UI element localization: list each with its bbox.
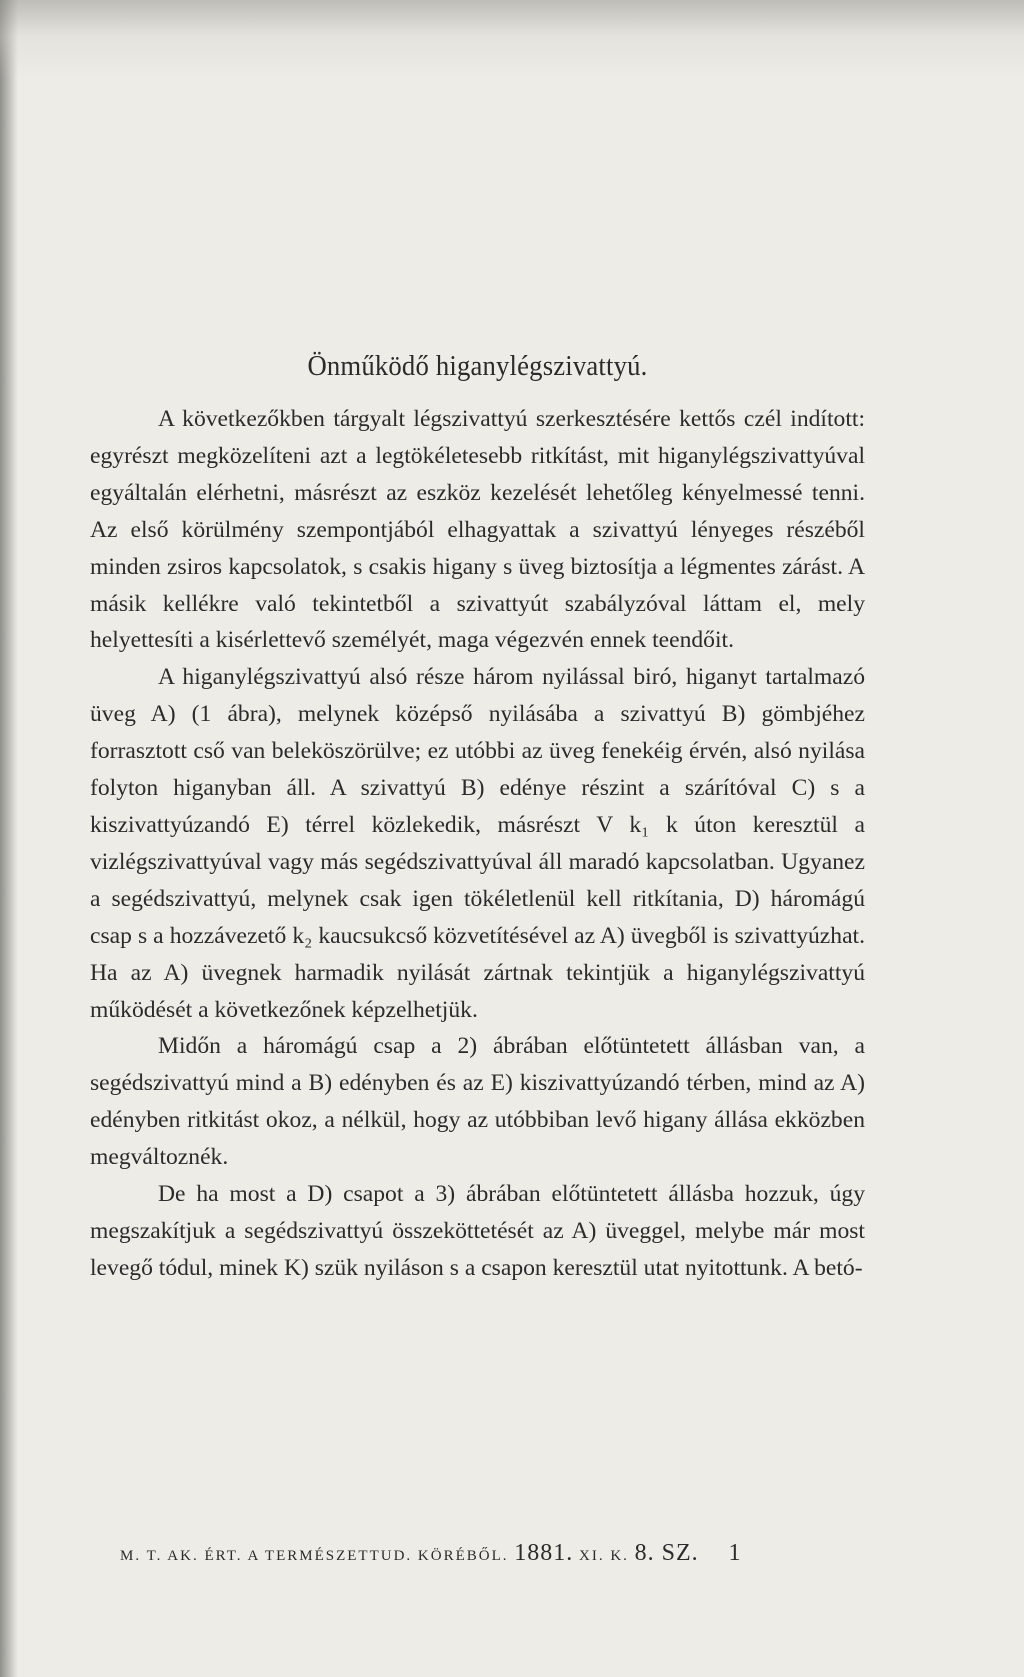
footer-year: 1881. — [514, 1540, 574, 1566]
paragraph-4: De ha most a D) csapot a 3) ábrában előtüntetett állásba hozzuk, úgy megszakítjuk a segédszivattyú összeköttetését az A) üveggel, melybe már most levegő tódul, minek K) szük nyiláson s a csapon keresztül utat nyitottunk. A betó- — [90, 1181, 865, 1281]
footer-volume: XI. K. — [579, 1548, 629, 1564]
article-title: Önműködő higanylégszivattyú. — [307, 350, 648, 382]
footer-number: 8. SZ. — [634, 1540, 699, 1566]
footer-journal: M. T. AK. ÉRT. A TERMÉSZETTUD. KÖRÉBŐL. — [120, 1548, 509, 1564]
paragraph-3: Midőn a háromágú csap a 2) ábrában előtüntetett állásban van, a segédszivattyú mind a B) edényben és az E) kiszivattyúzandó térben, mind az A) edényben ritkitást okoz, a nélkül, hogy az utóbbiban levő higany állása ekközben megváltoznék. — [90, 1033, 865, 1171]
scan-edge-shadow — [0, 0, 18, 1677]
article-body — [90, 350, 865, 1287]
paragraph-2: A higanylégszivattyú alsó része három nyilással biró, higanyt tartalmazó üveg A) (1 ábra), melynek középső nyilásába a szivattyú B) gömbjéhez forrasztott cső van beleköszörülve; ez utóbbi az üveg fenekéig érvén, alsó nyilása folyton higanyban áll. A szivattyú B) edénye részint a szárítóval C) s a kiszivattyúzandó E) térrel közlekedik, másrészt V k₁ k úton keresztül a vizlégszivattyúval vagy más segédszivattyúval áll maradó kapcsolatban. Ugyanez a segédszivattyú, melynek csak igen tökéletlenül kell ritkítania, D) háromágú csap s a hozzávezető k₂ kaucsukcső közvetítésével az A) üvegből is szivattyúzhat. Ha az A) üvegnek harmadik nyilását zártnak tekintjük a higanylégszivattyú működését a következőnek képzelhetjük. — [90, 664, 865, 1023]
scan-top-shadow — [0, 0, 1024, 80]
page-footer — [120, 1540, 830, 1567]
footer-sheet: 1 — [728, 1540, 742, 1566]
paragraph-1: A következőkben tárgyalt légszivattyú szerkesztésére kettős czél indított: egyrészt megközelíteni azt a legtökéletesebb ritkítást, mit higanylégszivattyúval egyáltalán elérhetni, másrészt az eszköz kezelését lehetőleg kényelmessé tenni. Az első körülmény szempontjából elhagyattak a szivattyú lényeges részéből minden zsiros kapcsolatok, s csakis higany s üveg biztosítja a légmentes zárást. A másik kellékre való tekintetből a szivattyút szabályzóval láttam el, mely helyettesíti a kisérlettevő személyét, maga végezvén ennek teendőit. — [90, 406, 865, 654]
